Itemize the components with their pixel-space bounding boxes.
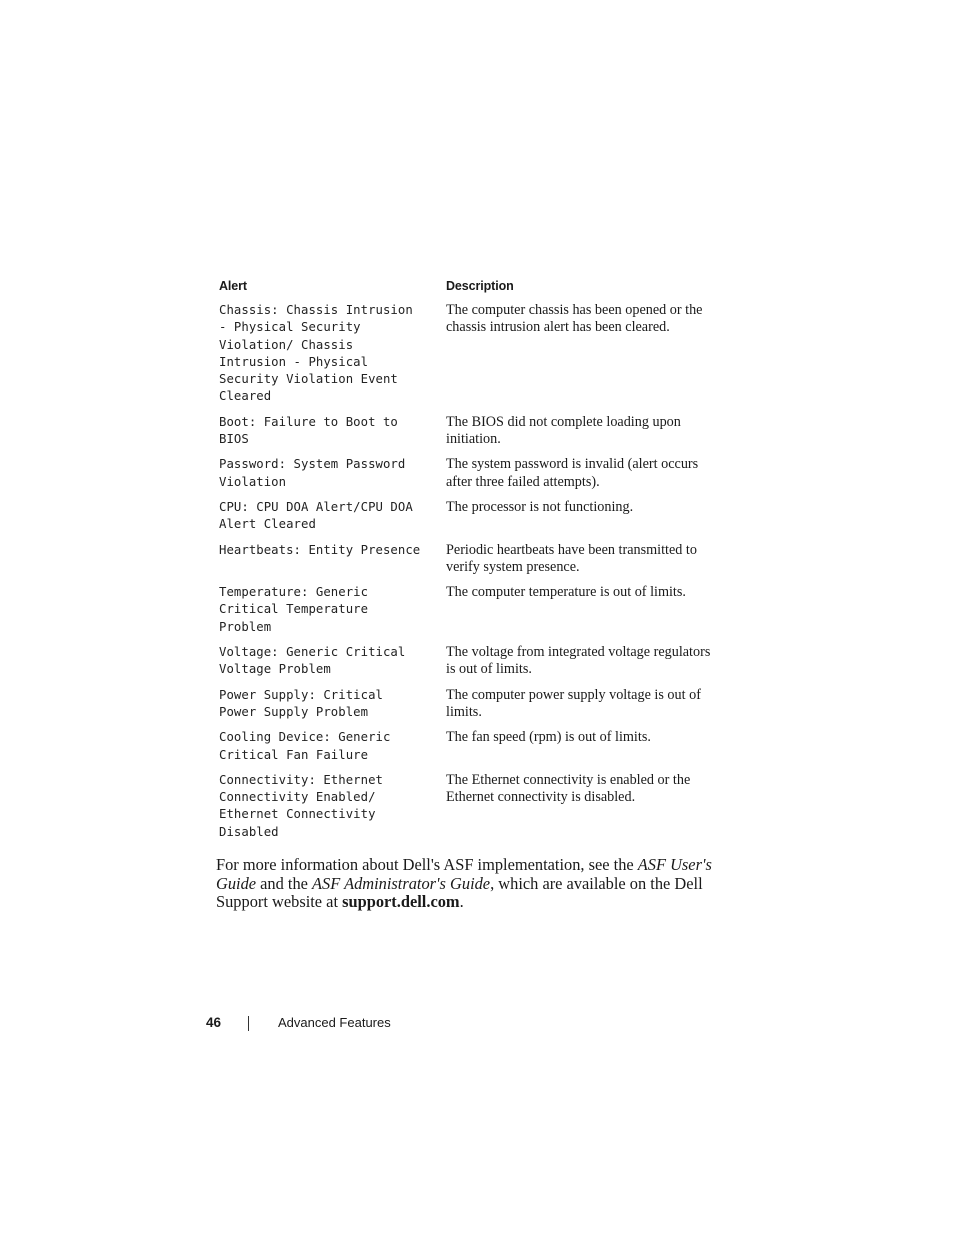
asf-users-guide-title-cont: Guide: [216, 873, 257, 893]
more-info-paragraph: [216, 856, 716, 912]
paragraph-line: [216, 893, 716, 912]
table-row: [219, 302, 719, 406]
footer-separator: [248, 1016, 249, 1031]
alerts-table: [219, 278, 719, 849]
table-row: [219, 584, 719, 636]
description-cell: Periodic heartbeats have been transmitted to verify system presence.: [446, 541, 697, 575]
table-row: [219, 729, 719, 764]
description-column-header: Description: [446, 279, 514, 293]
page-number: 46: [206, 1015, 222, 1030]
description-cell: The computer temperature is out of limits.: [446, 584, 686, 601]
description-cell: The voltage from integrated voltage regulators is out of limits.: [446, 644, 711, 678]
table-row: [219, 414, 719, 449]
table-header: [219, 278, 719, 302]
description-cell: The computer power supply voltage is out of limits.: [446, 686, 701, 720]
asf-admin-guide-title: ASF Administrator's Guide: [312, 873, 491, 893]
paragraph-text: .: [459, 892, 464, 911]
description-cell: The processor is not functioning.: [446, 498, 634, 515]
paragraph-text: For more information about Dell's ASF implementation, see the: [216, 855, 638, 874]
paragraph-text: Support website at: [216, 892, 343, 911]
alert-cell: Temperature: Generic Critical Temperature Problem: [219, 585, 369, 634]
description-cell: The fan speed (rpm) is out of limits.: [446, 729, 651, 746]
paragraph-line: [216, 856, 716, 875]
paragraph-text: , which are available on the Dell: [490, 873, 703, 893]
alert-cell: Chassis: Chassis Intrusion - Physical Security Violation/ Chassis Intrusion - Physical Security Violation Event Cleared: [219, 303, 413, 404]
description-cell: The Ethernet connectivity is enabled or the Ethernet connectivity is disabled.: [446, 771, 691, 806]
paragraph-text: and the: [256, 873, 313, 893]
alert-cell: Heartbeats: Entity Presence: [219, 542, 421, 557]
table-row: [219, 772, 719, 841]
table-row: [219, 499, 719, 534]
page-footer: [0, 1015, 954, 1035]
table-row: [219, 687, 719, 722]
alert-cell: CPU: CPU DOA Alert/CPU DOA Alert Cleared: [219, 499, 413, 532]
alert-cell: Password: System Password Violation: [219, 457, 406, 489]
description-cell: The computer chassis has been opened or the chassis intrusion alert has been cleared.: [446, 302, 703, 336]
table-row: [219, 644, 719, 679]
description-cell: The BIOS did not complete loading upon initiation.: [446, 413, 681, 448]
asf-users-guide-title: ASF User's: [637, 855, 712, 874]
alert-cell: Cooling Device: Generic Critical Fan Failure: [219, 730, 391, 762]
alert-cell: Power Supply: Critical Power Supply Problem: [219, 687, 383, 719]
section-title: Advanced Features: [278, 1015, 391, 1030]
alert-column-header: Alert: [219, 279, 247, 293]
table-row: [219, 542, 719, 577]
alert-cell: Connectivity: Ethernet Connectivity Enabled/ Ethernet Connectivity Disabled: [219, 772, 383, 839]
description-cell: The system password is invalid (alert occurs after three failed attempts).: [446, 456, 699, 490]
table-row: [219, 456, 719, 491]
support-site-link[interactable]: support.dell.com: [342, 892, 460, 911]
alert-cell: Voltage: Generic Critical Voltage Problem: [219, 645, 406, 677]
alert-cell: Boot: Failure to Boot to BIOS: [219, 414, 398, 447]
paragraph-line: [216, 875, 716, 894]
